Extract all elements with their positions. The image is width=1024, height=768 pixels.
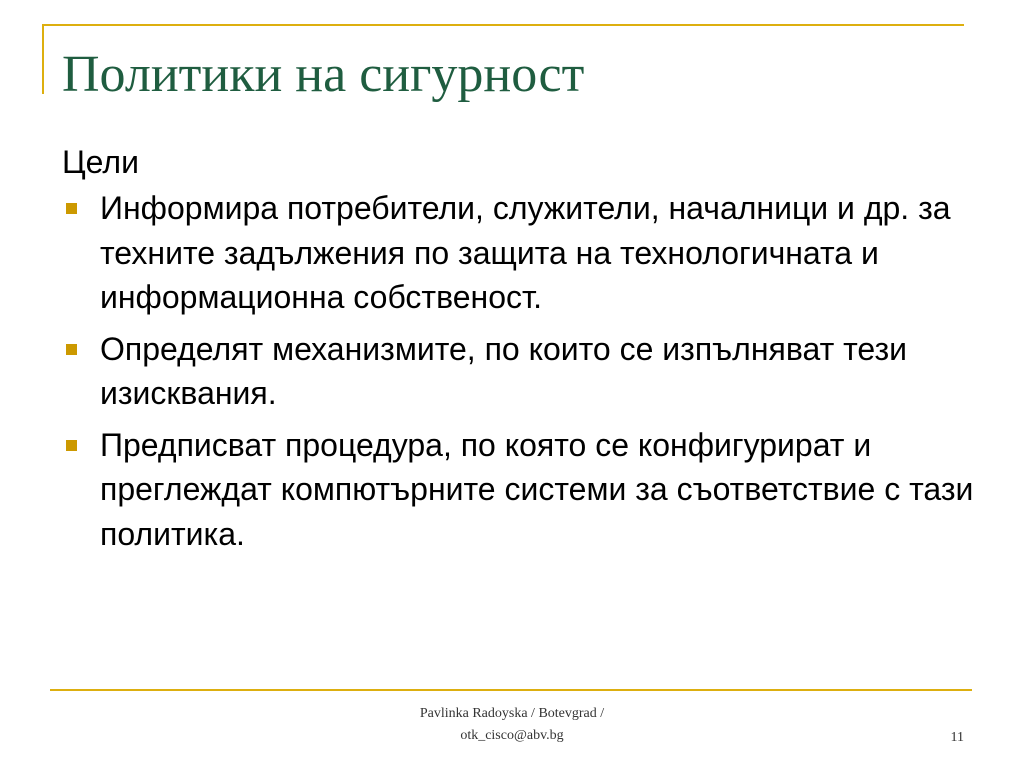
footer-divider (50, 689, 972, 691)
bullet-item-define (62, 327, 982, 416)
square-bullet-icon (66, 203, 77, 214)
footer-author (350, 703, 674, 747)
footer-author-line: Pavlinka Radoyska / Botevgrad / (419, 706, 605, 721)
subheading-goals: Цели (62, 144, 139, 180)
title-frame-left-line (42, 24, 44, 94)
bullet-list (62, 186, 982, 556)
title-frame-top-line (42, 24, 964, 26)
square-bullet-icon (66, 440, 77, 451)
bullet-text: Предписват процедура, по която се конфигурират и преглеждат компютърните системи за съответствие с тази политика. (100, 426, 974, 552)
bullet-text: Определят механизмите, по които се изпълняват тези изисквания. (100, 330, 908, 411)
slide-title: Политики на сигурност (62, 46, 585, 103)
square-bullet-icon (66, 344, 77, 355)
page-number: 11 (950, 730, 964, 745)
slide-content (62, 140, 982, 563)
footer-email-line: otk_cisco@abv.bg (460, 728, 564, 743)
bullet-text: Информира потребители, служители, началници и др. за техните задължения по защита на технологичната и информационна собственост. (100, 190, 951, 315)
bullet-item-inform (62, 186, 982, 320)
bullet-item-prescribe (62, 423, 982, 557)
